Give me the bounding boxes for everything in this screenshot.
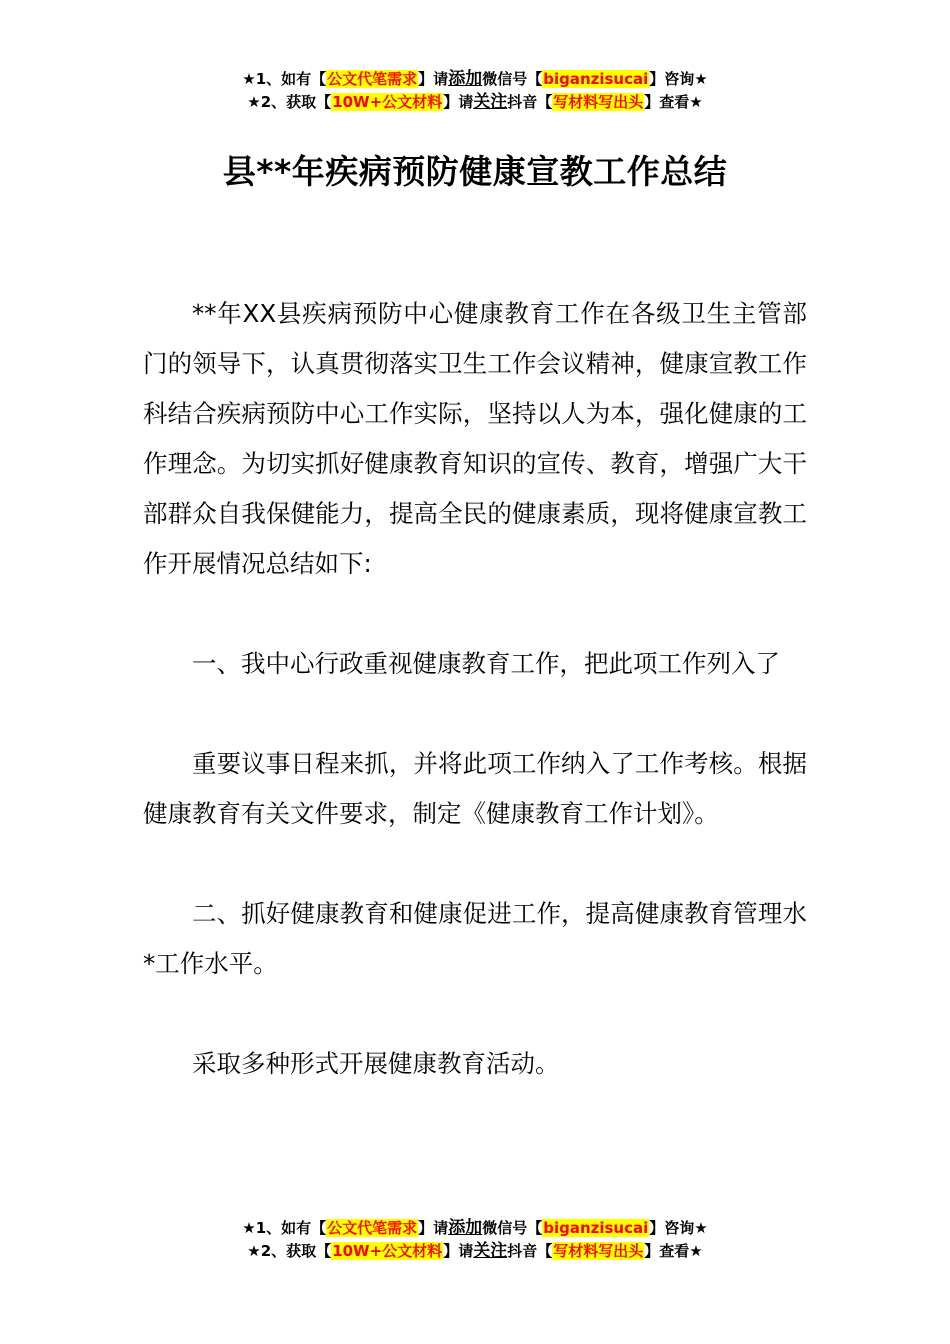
banner-line-1 — [0, 1217, 950, 1240]
banner-line-2 — [0, 91, 950, 114]
banner-text: ★2、获取【 — [247, 1242, 332, 1260]
banner-highlight: 写材料写出头 — [553, 93, 644, 111]
banner-text: ★2、获取【 — [247, 93, 332, 111]
header-banner — [0, 68, 950, 114]
banner-text: 抖音【 — [507, 1242, 553, 1260]
document-title: 县**年疾病预防健康宣教工作总结 — [222, 152, 728, 191]
banner-text: 】查看★ — [644, 93, 703, 111]
banner-highlight: 公文代笔需求 — [327, 1219, 418, 1237]
banner-emphasis: 添加 — [448, 69, 483, 89]
banner-text: 】查看★ — [644, 1242, 703, 1260]
banner-text: 】请 — [443, 93, 474, 111]
document-body — [143, 289, 807, 1089]
banner-highlight: 写材料写出头 — [553, 1242, 644, 1260]
banner-text: 】请 — [418, 70, 449, 88]
banner-line-2 — [0, 1240, 950, 1263]
banner-highlight: 10W+公文材料 — [332, 1242, 443, 1260]
banner-text: 微信号【 — [482, 70, 543, 88]
banner-line-1 — [0, 68, 950, 91]
banner-text: 抖音【 — [507, 93, 553, 111]
banner-text: ★1、如有【 — [242, 1219, 327, 1237]
banner-emphasis: 关注 — [473, 92, 508, 112]
banner-highlight: 10W+公文材料 — [332, 93, 443, 111]
paragraph-section-1-cont: 重要议事日程来抓，并将此项工作纳入了工作考核。根据健康教育有关文件要求，制定《健康教育工作计划》。 — [143, 749, 807, 828]
banner-text: 】请 — [418, 1219, 449, 1237]
paragraph-section-1: 一、我中心行政重视健康教育工作，把此项工作列入了 — [192, 649, 780, 678]
banner-text: ★1、如有【 — [242, 70, 327, 88]
banner-text: 】咨询★ — [649, 70, 708, 88]
banner-highlight: biganzisucai — [543, 70, 649, 88]
banner-text: 】咨询★ — [649, 1219, 708, 1237]
banner-emphasis: 添加 — [448, 1218, 483, 1238]
paragraph-section-2-cont: 采取多种形式开展健康教育活动。 — [192, 1049, 560, 1078]
paragraph-section-2: 二、抓好健康教育和健康促进工作，提高健康教育管理水*工作水平。 — [143, 899, 807, 978]
banner-highlight: biganzisucai — [543, 1219, 649, 1237]
banner-highlight: 公文代笔需求 — [327, 70, 418, 88]
footer-banner — [0, 1217, 950, 1263]
paragraph-intro: **年XX县疾病预防中心健康教育工作在各级卫生主管部门的领导下，认真贯彻落实卫生工作会议精神，健康宣教工作科结合疾病预防中心工作实际，坚持以人为本，强化健康的工作理念。为切实抓好健康教育知识的宣传、教育，增强广大干部群众自我保健能力，提高全民的健康素质，现将健康宣教工作开展情况总结如下: — [143, 299, 807, 578]
banner-text: 】请 — [443, 1242, 474, 1260]
banner-text: 微信号【 — [482, 1219, 543, 1237]
banner-emphasis: 关注 — [473, 1241, 508, 1261]
